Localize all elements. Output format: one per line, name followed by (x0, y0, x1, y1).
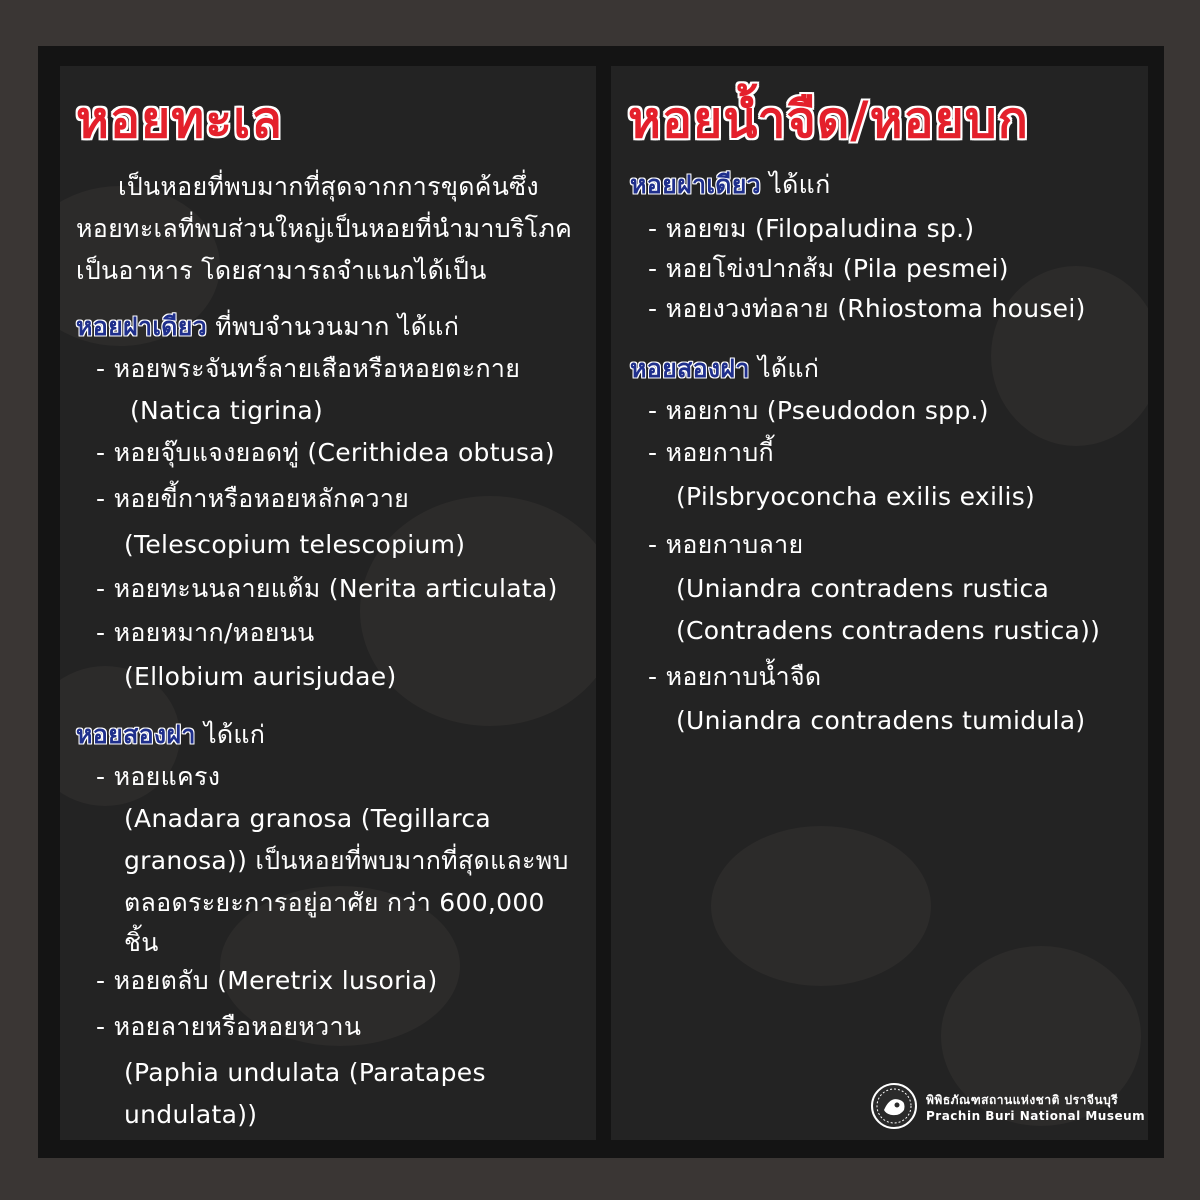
shell-shadow (711, 826, 931, 986)
museum-emblem-icon (870, 1082, 918, 1130)
gastropod-suffix: ได้แก่ (761, 170, 831, 199)
list-item: - หอยแครง (96, 762, 221, 791)
freshwater-land-shells-title: หอยน้ำจืด/หอยบก (628, 91, 1029, 149)
list-item: - หอยลายหรือหอยหวาน (96, 1012, 362, 1041)
list-item: - หอยโข่งปากส้ม (Pila pesmei) (648, 254, 1009, 283)
gastropod-heading: หอยฝาเดียว (630, 170, 761, 199)
list-item-latin: (Uniandra contradens rustica (676, 574, 1050, 603)
list-item: - หอยกาบ (Pseudodon spp.) (648, 396, 989, 425)
list-item-detail: ชิ้น (124, 928, 159, 957)
list-item: - หอยกาบกี้ (648, 438, 774, 467)
list-item-detail: (Anadara granosa (Tegillarca (124, 804, 492, 833)
list-item: - หอยขม (Filopaludina sp.) (648, 214, 975, 243)
marine-shells-title: หอยทะเล (76, 91, 283, 149)
gastropod-subheading (76, 306, 459, 348)
gastropod-suffix: ที่พบจำนวนมาก ได้แก่ (207, 312, 460, 341)
list-item: - หอยกาบน้ำจืด (648, 662, 822, 691)
list-item: - หอยกาบลาย (648, 530, 804, 559)
museum-name-english: Prachin Buri National Museum (926, 1109, 1146, 1123)
list-item-detail: ตลอดระยะการอยู่อาศัย กว่า 600,000 (124, 888, 545, 917)
list-item-detail: granosa)) เป็นหอยที่พบมากที่สุดและพบ (124, 846, 569, 875)
list-item: - หอยพระจันทร์ลายเสือหรือหอยตะกาย (96, 354, 521, 383)
list-item: - หอยจุ๊บแจงยอดทู่ (Cerithidea obtusa) (96, 438, 555, 467)
museum-name-thai: พิพิธภัณฑสถานแห่งชาติ ปราจีนบุรี (926, 1093, 1119, 1107)
bivalve-suffix: ได้แก่ (195, 720, 266, 749)
list-item: - หอยงวงท่อลาย (Rhiostoma housei) (648, 294, 1086, 323)
list-item-latin: (Ellobium aurisjudae) (124, 662, 397, 691)
gastropod-heading: หอยฝาเดียว (76, 312, 207, 341)
list-item-latin: (Uniandra contradens tumidula) (676, 706, 1086, 735)
list-item: - หอยตลับ (Meretrix lusoria) (96, 966, 438, 995)
list-item: - หอยขี้กาหรือหอยหลักควาย (96, 484, 410, 513)
intro-line: เป็นหอยที่พบมากที่สุดจากการขุดค้นซึ่ง (118, 172, 539, 201)
list-item-latin: (Pilsbryoconcha exilis exilis) (676, 482, 1036, 511)
gastropod-subheading (630, 164, 831, 206)
intro-line: หอยทะเลที่พบส่วนใหญ่เป็นหอยที่นำมาบริโภค (76, 214, 573, 243)
bivalve-subheading (630, 348, 819, 390)
bivalve-heading: หอยสองฝา (630, 354, 750, 383)
bivalve-subheading (76, 714, 265, 756)
list-item-latin: (Contradens contradens rustica)) (676, 616, 1101, 645)
bivalve-suffix: ได้แก่ (749, 354, 820, 383)
list-item-latin: (Natica tigrina) (130, 396, 324, 425)
list-item-latin: (Telescopium telescopium) (124, 530, 466, 559)
list-item: - หอยทะนนลายแต้ม (Nerita articulata) (96, 574, 558, 603)
list-item-latin: undulata)) (124, 1100, 258, 1129)
list-item-latin: (Paphia undulata (Paratapes (124, 1058, 486, 1087)
intro-line: เป็นอาหาร โดยสามารถจำแนกได้เป็น (76, 256, 487, 285)
list-item: - หอยหมาก/หอยนน (96, 618, 315, 647)
bivalve-heading: หอยสองฝา (76, 720, 196, 749)
